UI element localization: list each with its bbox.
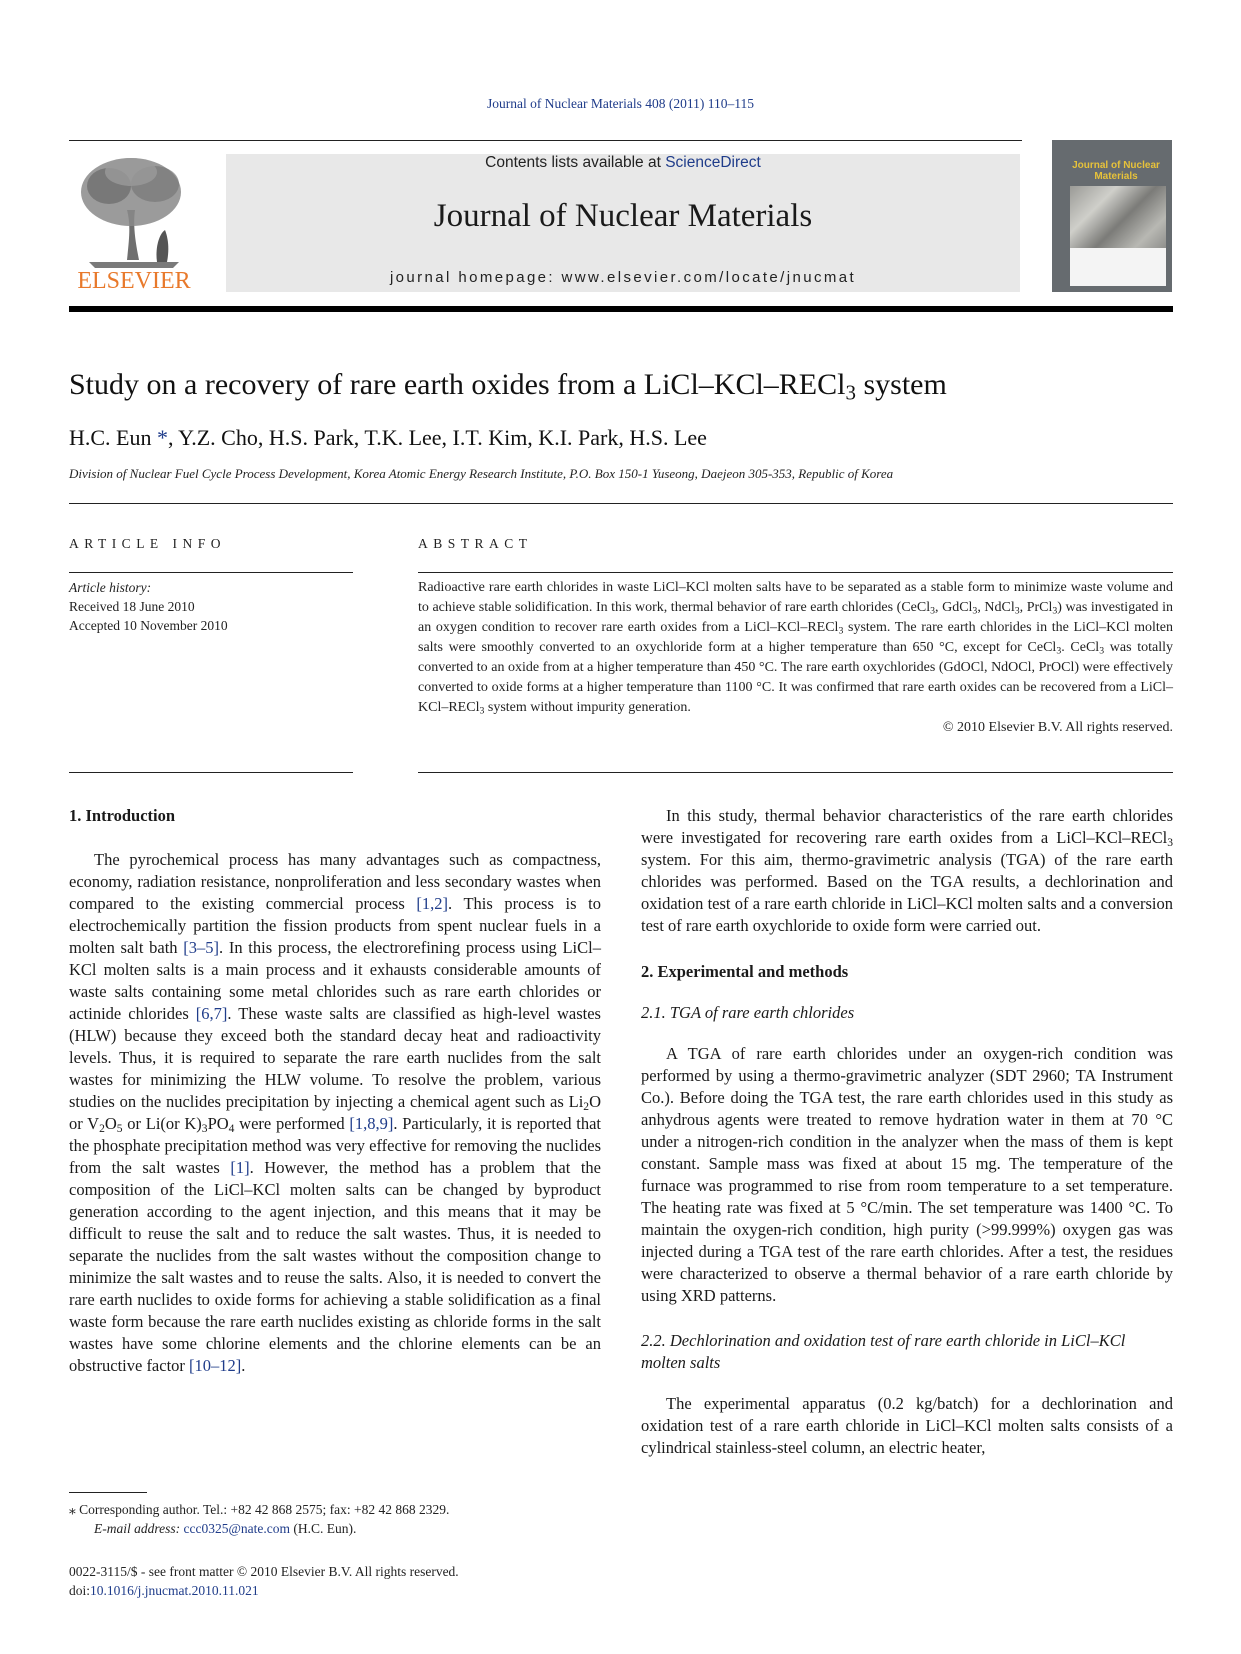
intro-paragraph: The pyrochemical process has many advantages such as compactness, economy, radiation resistance, nonproliferation and less secondary wastes when compared to the existing commercial process [1,2]. This process is to electrochemically partition the fission products from spent nuclear fuels in a molten salt bath [3–5]. In this process, the electrorefining process using LiCl–KCl molten salts is a main process and it exhausts considerable amounts of waste salts containing some metal chlorides such as rare earth chlorides or actinide chlorides [6,7]. These waste salts are classified as high-level wastes (HLW) because they exceed both the standard decay heat and radioactivity levels. Thus, it is required to separate the rare earth nuclides from the salt wastes for minimizing the HLW volume. To resolve the problem, various studies on the nuclides precipitation by injecting a chemical agent such as $Li_2O$ or $V_2O_5$ or Li(or $K)_3PO_4$ were performed [1,8,9]. Particularly, it is reported that the phosphate precipitation method was very effective for removing the nuclides from the salt wastes [1]. However, the method has a problem that the composition of the LiCl–KCl molten salts can be changed by byproduct generation according to the agent injection, and this means that it may be difficult to reuse the salt and to reduce the salt wastes. Thus, it is needed to separate the nuclides from the salt wastes without the composition change to minimize the salt wastes and to reuse the salts. Also, it is needed to convert the rare earth nuclides to oxide forms for achieving a stable solidification as a final waste form because the rare earth nuclides existing as chloride forms in the salt wastes have some chlorine elements and the chlorine elements can be an obstructive factor [10–12].: [69, 850, 601, 1375]
citation-link[interactable]: [6,7]: [195, 1004, 228, 1023]
abstract-heading: ABSTRACT: [418, 536, 533, 551]
abstract-copyright: © 2010 Elsevier B.V. All rights reserved.: [942, 720, 1173, 735]
article-info-rule: [69, 572, 353, 573]
citation-link[interactable]: [3–5]: [183, 938, 220, 957]
email-label: E-mail address:: [94, 1521, 184, 1536]
journal-homepage[interactable]: journal homepage: www.elsevier.com/locate/jnucmat: [389, 269, 857, 286]
footnote-rule: [69, 1492, 147, 1493]
cover-image: [1070, 186, 1166, 248]
sciencedirect-link[interactable]: ScienceDirect: [665, 154, 761, 171]
doi-prefix: doi:: [69, 1583, 91, 1598]
tga-paragraph: A TGA of rare earth chlorides under an oxygen-rich condition was performed by using a thermo-gravimetric analyzer (SDT 2960; TA Instrument Co.). Before doing the TGA test, the rare earth chlorides used in this study as anhydrous agents were treated to remove hydration water in them at 70 °C under a nitrogen-rich condition in the analyzer when the mass of them is kept constant. Sample mass was fixed at about 15 mg. The temperature of the furnace was programmed to rise from room temperature to a set temperature. The heating rate was fixed at 5 °C/min. The set temperature was 1400 °C. To maintain the oxygen-rich condition, high purity (>99.999%) oxygen gas was injected during a TGA test of the rare earth chlorides. After a test, the residues were characterized to observe a thermal behavior of a rare earth chloride by using XRD patterns.: [641, 1044, 1173, 1305]
citation-link[interactable]: [10–12]: [189, 1356, 242, 1375]
title-end: system: [855, 368, 947, 401]
other-authors: , Y.Z. Cho, H.S. Park, T.K. Lee, I.T. Kim, K.I. Park, H.S. Lee: [168, 425, 707, 450]
article-info-heading: ARTICLE INFO: [69, 536, 227, 551]
abstract-bottom-rule: [418, 772, 1173, 773]
elsevier-logo[interactable]: [69, 150, 199, 296]
email-line: [69, 1519, 449, 1538]
journal-banner: [226, 154, 1020, 292]
intro-heading: 1. Introduction: [69, 806, 176, 825]
abstract-body: Radioactive rare earth chlorides in waste LiCl–KCl molten salts have to be separated as a stable form to minimize waste volume and to achieve stable solidification. In this work, thermal behavior of rare earth chlorides (CeCl$_3$, GdCl$_3$, NdCl$_3$, PrCl$_3$) was investigated in an oxygen condition to recover rare earth oxides from a LiCl–KCl–RECl$_3$ system. The rare earth chlorides in the LiCl–KCl molten salts were smoothly converted to an oxychloride form at a higher temperature than 650 °C, except for CeCl$_3$. CeCl$_3$ was totally converted to an oxide from at a higher temperature than 450 °C. The rare earth oxychlorides (GdOCl, NdOCl, PrOCl) were effectively converted to oxide forms at a higher temperature than 1100 °C. It was confirmed that rare earth oxides can be recovered from a LiCl–KCl–RECl$_3$ system without impurity generation.: [418, 580, 1174, 717]
article-history: [69, 578, 228, 635]
accepted-date: Accepted 10 November 2010: [69, 618, 228, 633]
doi-line: [69, 1581, 459, 1600]
contents-prefix: Contents lists available at: [485, 154, 666, 171]
journal-cover[interactable]: [1052, 140, 1172, 292]
citation-link[interactable]: [1,8,9]: [349, 1114, 394, 1133]
top-rule: [69, 140, 1022, 141]
affiliation: Division of Nuclear Fuel Cycle Process Development, Korea Atomic Energy Research Institute, P.O. Box 150-1 Yuseong, Daejeon 305-353, Republic of Korea: [69, 466, 894, 481]
title-subscript: 3: [845, 380, 856, 405]
journal-title: Journal of Nuclear Materials: [433, 198, 813, 234]
affiliation-rule: [69, 503, 1173, 504]
email-link[interactable]: ccc0325@nate.com: [183, 1521, 291, 1536]
issn-line: 0022-3115/$ - see front matter © 2010 Elsevier B.V. All rights reserved.: [69, 1564, 459, 1579]
doi-link[interactable]: 10.1016/j.jnucmat.2010.11.021: [90, 1583, 259, 1598]
title-main: Study on a recovery of rare earth oxides from a LiCl–KCl–RECl: [69, 368, 846, 401]
intro-paragraph-2: In this study, thermal behavior characteristics of the rare earth chlorides were investigated for recovering rare earth oxides from a LiCl–KCl–RECl$_3$ system. For this aim, thermo-gravimetric analysis (TGA) of the rare earth chlorides was performed. Based on the TGA results, a dechlorination and oxidation test of a rare earth chloride in LiCl–KCl molten salts and a conversion test of rare earth oxychloride to oxide form were carried out.: [641, 806, 1173, 935]
elsevier-tree-icon: [69, 150, 199, 296]
citation-link[interactable]: [1]: [230, 1158, 250, 1177]
history-label: Article history:: [69, 580, 152, 595]
corresponding-mark[interactable]: *: [157, 425, 168, 450]
subsection-2-2-heading: 2.2. Dechlorination and oxidation test of rare earth chloride in LiCl–KCl molten salts: [641, 1331, 1126, 1372]
cover-title: Journal of Nuclear Materials: [1072, 160, 1160, 182]
apparatus-paragraph: The experimental apparatus (0.2 kg/batch) for a dechlorination and oxidation test of a rare earth chloride in LiCl–KCl molten salts consists of a cylindrical stainless-steel column, an electric heater,: [641, 1394, 1173, 1457]
article-title: [69, 368, 947, 405]
right-column: [641, 805, 1173, 1459]
corresponding-author-note: ⁎ Corresponding author. Tel.: +82 42 868 2575; fax: +82 42 868 2329.: [69, 1502, 450, 1517]
header-thick-rule: [69, 306, 1173, 312]
article-info-bottom-rule: [69, 772, 353, 773]
citation-link[interactable]: [1,2]: [416, 894, 449, 913]
svg-text:ELSEVIER: ELSEVIER: [77, 268, 191, 294]
experimental-heading: 2. Experimental and methods: [641, 962, 849, 981]
subsection-2-1-heading: 2.1. TGA of rare earth chlorides: [641, 1003, 855, 1022]
footnote: [69, 1500, 449, 1538]
abstract-text: [418, 578, 1173, 738]
front-matter: [69, 1562, 459, 1600]
abstract-rule: [418, 572, 1173, 573]
contents-line: [226, 154, 1020, 172]
cover-footer: [1070, 248, 1166, 286]
email-suffix: (H.C. Eun).: [290, 1521, 357, 1536]
journal-citation[interactable]: Journal of Nuclear Materials 408 (2011) 110–115: [487, 96, 754, 111]
first-author[interactable]: H.C. Eun: [69, 425, 152, 450]
author-list: [69, 425, 707, 451]
left-column: [69, 805, 601, 1377]
received-date: Received 18 June 2010: [69, 599, 195, 614]
